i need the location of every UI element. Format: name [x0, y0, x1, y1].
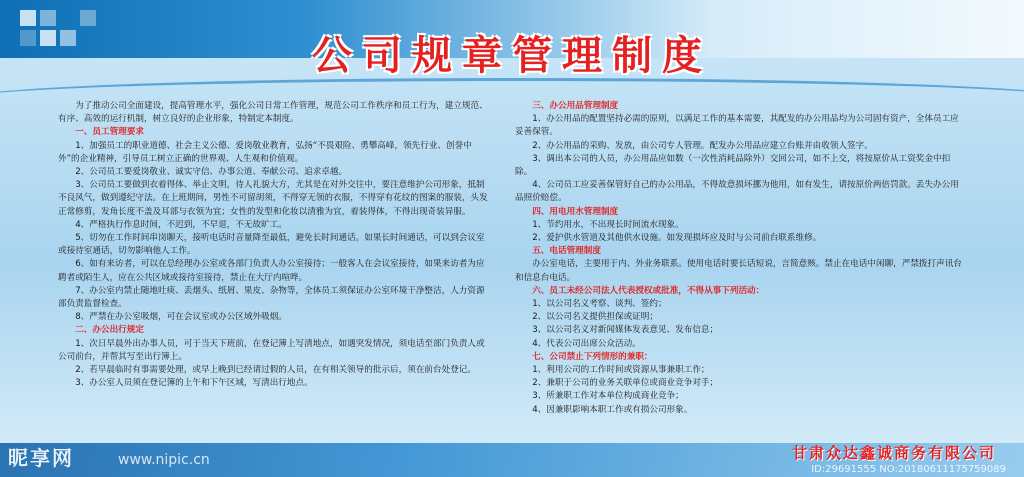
paragraph: 3、公司员工要做到衣着得体、举止文明，待人礼貌大方，尤其是在对外交往中，要注意维护公司形象，抵制不良风气，做到遵纪守法。在上班期间，男性不可留胡须，不得穿无领的衣服，不得穿有花纹的图案的服装，头发正常修剪，发角长度不盖及耳部与衣领为宜；女性的发型和化妆以清雅为宜，着装得体，不得出现奇装异服。: [58, 180, 488, 217]
right-column: [515, 100, 967, 417]
left-column: [58, 100, 490, 390]
paragraph: 6、如有来访者，可以在总经理办公室或各部门负责人办公室接待；一般客人在会议室接待，如果来访者为应聘者或陌生人，应在公共区域或接待室接待，禁止在大厅内喧哗。: [58, 259, 485, 283]
section-heading: 一、员工管理要求: [75, 127, 144, 138]
paragraph: 4、公司员工应妥善保管好自己的办公用品，不得故意损坏挪为他用，如有发生，请按原价两倍罚款。丢失办公用品照价赔偿。: [515, 180, 959, 204]
paragraph: 1、加强员工的职业道德、社会主义公德、爱岗敬业教育，弘扬“不畏艰险、勇攀高峰，领先行业、创誉中外”的企业精神，引导员工树立正确的世界观、人生观和价值观。: [58, 140, 472, 164]
paragraph: 2、办公用品的采购、发放，由公司专人管理。配发办公用品应建立台账并由收领人签字。: [532, 140, 873, 151]
paragraph: 7、办公室内禁止随地吐痰、丢烟头、纸屑、果皮、杂物等，全体员工须保证办公室环境干净整洁，人力资源部负责监督检查。: [58, 285, 485, 310]
paragraph: 2、爱护供水管道及其他供水设施。如发现损坏应及时与公司前台联系维修。: [532, 233, 822, 244]
paragraph: 2、公司员工要爱岗敬业、诚实守信、办事公道、奉献公司、追求卓越。: [75, 167, 348, 178]
paragraph: 办公室电话，主要用于内、外业务联系。使用电话时要长话短说，言简意赅。禁止在电话中闲聊，严禁拨打声讯台和信息台电话。: [515, 259, 962, 283]
section-heading: 七、公司禁止下列情形的兼职：: [532, 351, 653, 362]
section-heading: 六、员工未经公司法人代表授权或批准，不得从事下列活动：: [532, 285, 765, 296]
paragraph: 1、节约用水，不出现长时间流水现象。: [532, 219, 684, 230]
paragraph: 3、调出本公司的人员，办公用品应如数（一次性消耗品除外）交回公司，如不上交，将按原价从工资奖金中扣除。: [515, 153, 951, 178]
paragraph: 4、因兼职影响本职工作或有损公司形象。: [532, 404, 693, 415]
paragraph: 3、所兼职工作对本单位构成商业竞争；: [532, 391, 684, 402]
paragraph: 1、次日早晨外出办事人员，可于当天下班前，在登记簿上写清地点，如遇突发情况，须电话至部门负责人或公司前台，并帮其写至出行簿上。: [58, 338, 485, 362]
paragraph: 5、切勿在工作时间串岗聊天，接听电话时音量降至最低，避免长时间通话。如果长时间通话，可以到会议室或接待室通话，切勿影响他人工作。: [58, 233, 485, 257]
paragraph: 8、严禁在办公室吸烟，可在会议室或办公区域外吸烟。: [75, 312, 287, 323]
company-name: 甘肃众达鑫诚商务有限公司: [791, 444, 996, 462]
paragraph: 2、以公司名义提供担保或证明；: [532, 312, 658, 323]
paragraph: 4、代表公司出席公众活动。: [532, 338, 641, 349]
paragraph: 4、严格执行作息时间，不迟到，不早退，不无故旷工。: [75, 219, 287, 230]
paragraph: 2、若早晨临时有事需要处理，或早上晚到已经请过假的人员，在有相关领导的批示后，须在前台处登记。: [75, 365, 476, 376]
section-heading: 四、用电用水管理制度: [532, 206, 619, 217]
watermark-url: www.nipic.cn: [118, 452, 210, 468]
paragraph: 2、兼职于公司的业务关联单位或商业竞争对手；: [532, 378, 719, 389]
section-heading: 三、办公用品管理制度: [532, 101, 619, 111]
watermark-logo: 昵享网: [8, 446, 74, 470]
paragraph: 为了推动公司全面建设，提高管理水平，强化公司日常工作管理，规范公司工作秩序和员工行为，建立规范、有序、高效的运行机制，树立良好的企业形象，特制定本制度。: [58, 101, 488, 125]
paragraph: 1、办公用品的配置坚持必需的原则，以满足工作的基本需要，其配发的办公用品均为公司固有资产，全体员工应妥善保管。: [515, 114, 959, 138]
paragraph: 1、以公司名义考察、谈判、签约；: [532, 299, 667, 310]
watermark-id: ID:29691555 NO:20180611175759089: [811, 464, 1006, 475]
section-heading: 五、电话管理制度: [532, 246, 601, 257]
page-title: 公司规章管理制度: [312, 32, 712, 79]
section-heading: 二、办公出行规定: [75, 325, 144, 336]
paragraph: 1、利用公司的工作时间或资源从事兼职工作；: [532, 365, 710, 376]
paragraph: 3、以公司名义对新闻媒体发表意见、发布信息；: [532, 325, 719, 336]
paragraph: 3、办公室人员须在登记簿的上午和下午区域，写清出行地点。: [75, 378, 313, 389]
